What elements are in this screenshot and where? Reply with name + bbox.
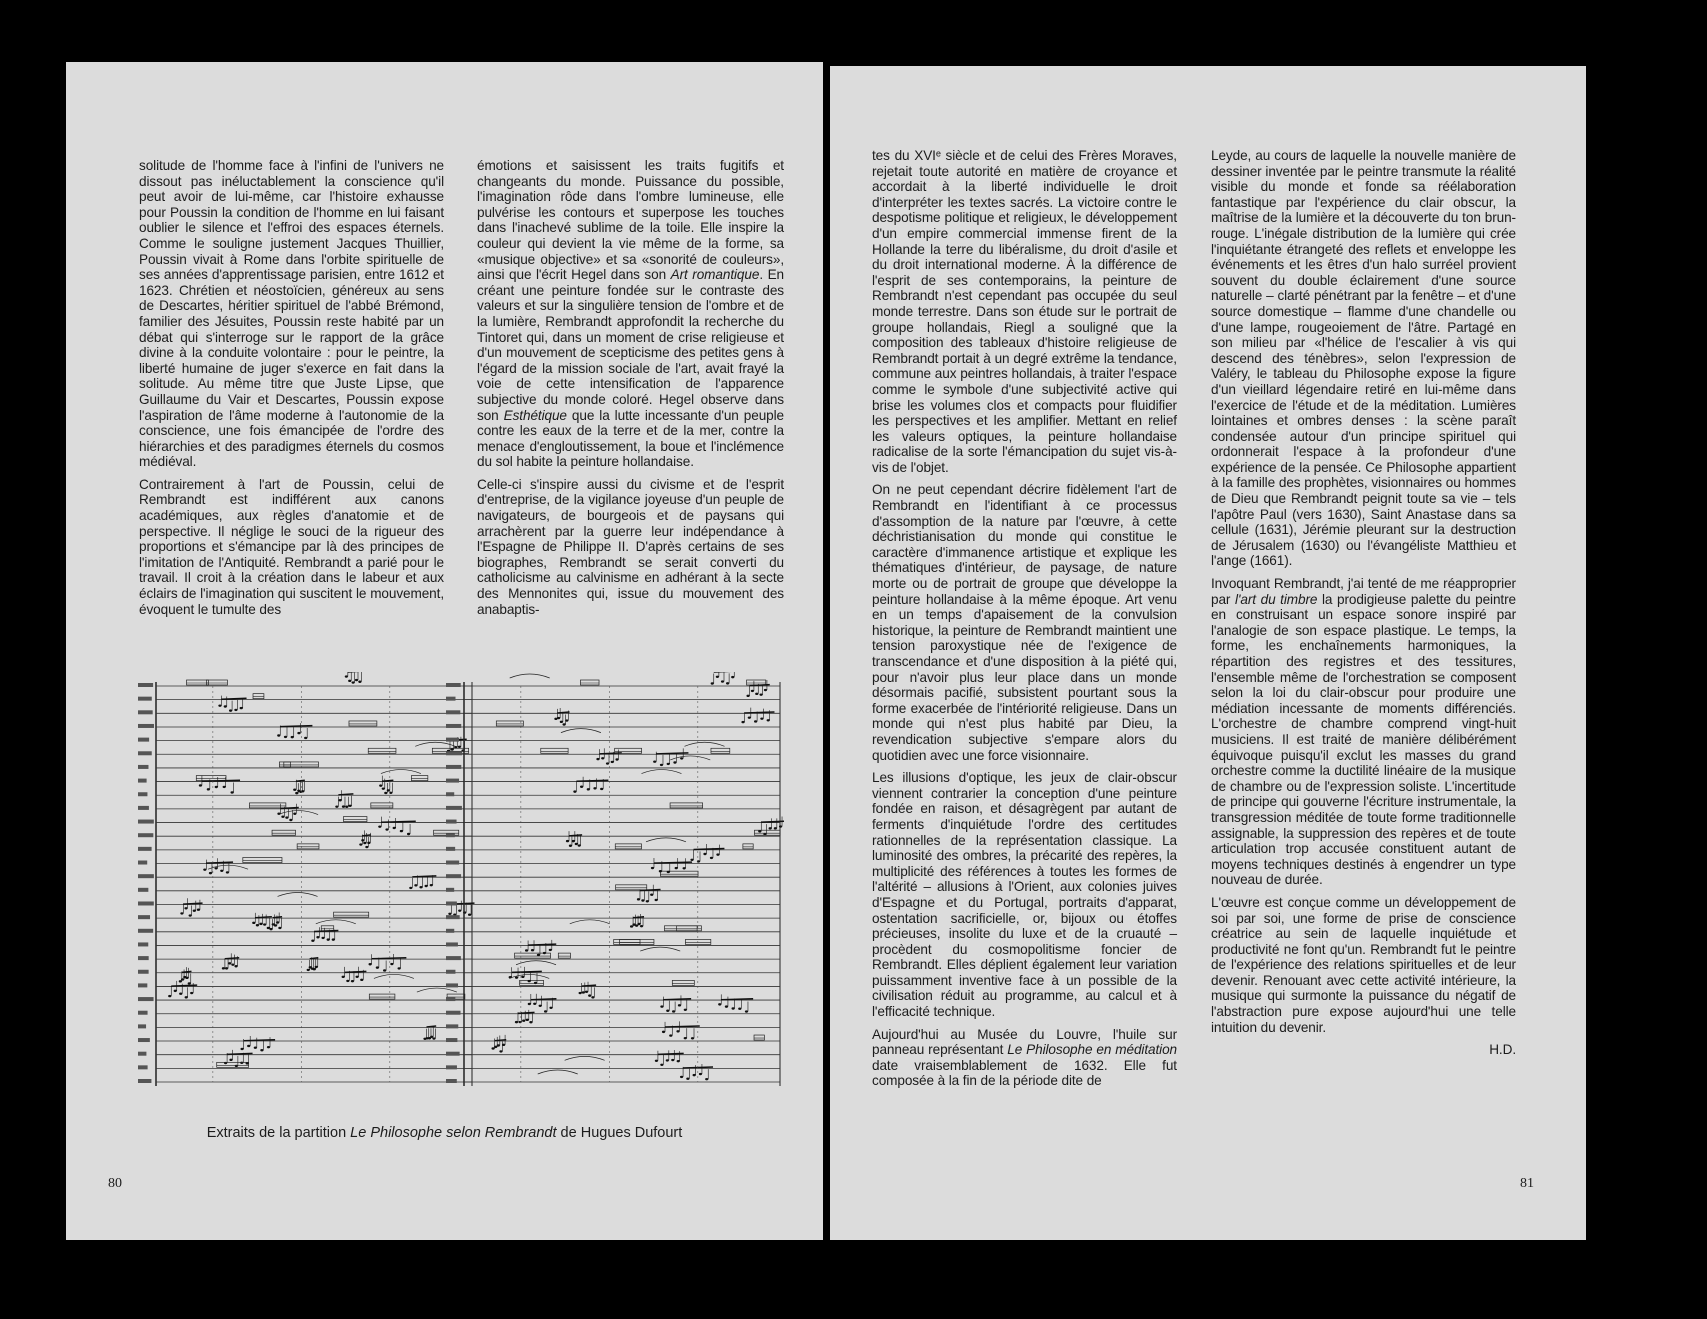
paragraph: tes du XVIᵉ siècle et de celui des Frères Moraves, rejetait toute autorité en matière de croyance et accordait à la liberté individuelle le droit d'interpréter les textes sacrés. La victoire contre le despotisme politique et religieux, le développement d'un empire commercial immense firent de la Hollande la terre du libéralisme, du droit d'asile et du droit international moderne. À la différence de l'esprit de ses contemporains, la peinture de Rembrandt n'est cependant pas occupée du seul monde terrestre. Dans son étude sur le portrait de groupe hollandais, Riegl a souligné que la composition des tableaux d'histoire religieuse de Rembrandt portait à un degré extrême la tendance, commune aux peintres hollandais, à traiter l'espace comme le symbole d'une subjectivité active qui brise les volumes clos et compacts pour fluidifier les perspectives et les amplifier. Mettant en relief les valeurs optiques, la peinture hollandaise radicalise de la sorte l'émancipation du sujet vis-à-vis de l'objet.	[872, 148, 1177, 475]
paragraph: Invoquant Rembrandt, j'ai tenté de me réapproprier par l'art du timbre la prodigieuse palette du peintre en construisant un espace sonore inspiré par l'analogie de son espace plastique. Le temps, la forme, les enchaînements harmoniques, la répartition des registres et des tessitures, l'ensemble même de l'orchestration se composent selon la loi du clair-obscur pour produire une médiation incessante de moments différenciés. L'orchestre de chambre comprend vingt-huit musiciens. Il est traité de manière délibérément équivoque puisqu'il exclut les masses du grand orchestre comme la ductilité linéaire de la musique de chambre ou de l'expression soliste. L'incertitude de principe qui gouverne l'écriture instrumentale, la transgression méditée de toute forme traditionnelle assignable, la suppression des repères et de toute articulation trop accusée constituent autant de moyens techniques destinés à engendrer un type nouveau de durée.	[1211, 576, 1516, 888]
page-number-left: 80	[108, 1176, 122, 1191]
right-page	[830, 66, 1586, 1240]
paragraph: On ne peut cependant décrire fidèlement l'art de Rembrandt en l'identifiant à ce processus d'assomption de la nature par l'œuvre, à cette déchristianisation du monde qui constitue le caractère d'immanence artistique et explique les thématiques d'intérieur, de paysage, de nature morte ou de portrait de groupe que développe la peinture hollandaise à la même époque. Art venu en un temps d'apaisement de la convulsion historique, la peinture de Rembrandt maintient une tension paroxystique née de l'exigence de transcendance et d'une disposition à la piété qui, pour n'avoir plus leur place dans un monde désormais pacifié, subsistent pourtant sous la forme exacerbée de l'intériorité religieuse. Dans un monde qui n'est plus habité par Dieu, la revendication subjective s'empare alors du quotidien avec une force visionnaire.	[872, 482, 1177, 763]
paragraph: Les illusions d'optique, les jeux de clair-obscur viennent contrarier la conception d'une peinture fondée en raison, et désagrègent par autant de ferments d'inquiétude l'ordre des certitudes rationnelles de la représentation classique. La luminosité des ombres, la précarité des repères, la multiplicité des références à toutes les formes de l'altérité – allusions à l'Orient, aux colonies juives d'Espagne et du Portugal, portraits d'apparat, ostentation sacrificielle, or, bijoux ou étoffes précieuses, insolite du luxe et de la cruauté – procèdent du cosmopolitisme foncier de Rembrandt. Elles déplient également leur variation puissamment inventive face à un possible de la civilisation réduit au programme, au calcul et à l'efficacité technique.	[872, 770, 1177, 1020]
right-column-1	[872, 148, 1177, 1096]
paragraph: émotions et saisissent les traits fugitifs et changeants du monde. Puissance du possible, l'imagination rôde dans l'ombre lumineuse, elle pulvérise les contours et superpose les touches dans l'inachevé sublime de la toile. Elle inspire la couleur qui devient la vie même de la forme, sa «musique objective» et sa «sonorité de couleurs», ainsi que l'écrit Hegel dans son Art romantique. En créant une peinture fondée sur le contraste des valeurs et sur la singulière tension de l'ombre et de la lumière, Rembrandt approfondit la recherche du Tintoret qui, dans un moment de crise religieuse et d'un mouvement de scepticisme des petites gens à l'égard de la mission sociale de l'art, avait frayé la voie de cette intensification de l'apparence subjective du monde coloré. Hegel observe dans son Esthétique que la lutte incessante d'un peuple contre les eaux de la terre et de la mer, contre la menace d'engloutissement, la boue et l'inclémence du sol habite la peinture hollandaise.	[477, 158, 785, 470]
left-column-1	[139, 158, 444, 624]
paragraph: Celle-ci s'inspire aussi du civisme et de l'esprit d'entreprise, de la vigilance joyeuse d'un peuple de navigateurs, de bourgeois et de paysans qui arrachèrent par la guerre leur indépendance à l'Espagne de Philippe II. D'après certains de ses biographes, Rembrandt se serait converti du catholicisme au calvinisme en adhérant à la secte des Mennonites qui, issue du mouvement des anabaptis-	[477, 476, 784, 617]
right-column-2	[1211, 148, 1516, 1058]
left-page	[66, 62, 823, 1240]
paragraph: Contrairement à l'art de Poussin, celui de Rembrandt est indifférent aux canons académiques, aux règles d'anatomie et de perspective. Il néglige le souci de la rigueur des proportions et s'émancipe par là des principes de l'imitation de l'Antiquité. Rembrandt a parié pour le travail. Il croit à la création dans le labeur et aux éclairs de l'imagination qui suscitent le mouvement, évoquent le tumulte des	[139, 476, 444, 617]
author-initials: H.D.	[1489, 1042, 1516, 1058]
paragraph: Leyde, au cours de laquelle la nouvelle manière de dessiner inventée par le peintre transmute la réalité visible du monde et fonde sa réélaboration fantastique par l'expérience du clair obscur, la maîtrise de la lumière et la découverte du ton brun-rouge. L'inégale distribution de la lumière qui crée l'inquiétante étrangeté des reflets et enveloppe les événements et les êtres d'un halo surréel provient souvent du double éclairement d'une source naturelle – clarté pénétrant par la fenêtre – et d'une source domestique – flamme d'une chandelle ou d'une lampe, rougeoiement de l'âtre. Partagé en son milieu par «l'hélice de l'escalier à vis qui descend des ténèbres», selon l'expression de Valéry, le tableau du Philosophe expose la figure d'un vieillard légendaire retiré en lui-même dans l'exercice de l'étude et de la méditation. Lumières lointaines et ombres denses : la scène paraît condensée autour d'un principe spirituel qui ordonnerait l'espace à la profondeur d'une expérience de la pensée. Ce Philosophe appartient à la famille des prophètes, visionnaires ou hommes de Dieu que Rembrandt peignit toute sa vie – tels l'apôtre Paul (vers 1630), Saint Anastase dans sa cellule (1631), Jérémie pleurant sur la destruction de Jérusalem (1630) ou l'évangéliste Matthieu et l'ange (1661).	[1211, 148, 1516, 569]
paragraph: Aujourd'hui au Musée du Louvre, l'huile sur panneau représentant Le Philosophe en méditation date vraisemblablement de 1632. Elle fut composée à la fin de la période dite de	[872, 1026, 1177, 1089]
score-excerpt-left	[136, 672, 476, 1110]
paragraph: L'œuvre est conçue comme un développement de soi par soi, une forme de prise de conscience créatrice au sein de laquelle inquiétude et productivité ne font qu'un. Rembrandt fut le peintre de l'expérience des relations spirituelles et de leur devenir. Renouant avec cette activité intérieure, la musique qui surmonte la puissance du négatif de l'abstraction pure expose aujourd'hui une telle intuition du devenir.	[1211, 894, 1516, 1035]
figure-caption: Extraits de la partition Le Philosophe selon Rembrandt de Hugues Dufourt	[206, 1125, 683, 1141]
score-excerpt-right	[444, 672, 784, 1110]
paragraph: solitude de l'homme face à l'infini de l'univers ne dissout pas inéluctablement la conscience qu'il peut avoir de lui-même, car l'histoire exhausse pour Poussin la condition de l'homme en lui faisant oublier le silence et l'effroi des espaces éternels. Comme le souligne justement Jacques Thuillier, Poussin vivait à Rome dans l'orbite spirituelle de ses années d'apprentissage parisien, entre 1612 et 1623. Chrétien et néostoïcien, généreux au sens de Descartes, héritier spirituel de l'abbé Brémond, familier des Jésuites, Poussin reste habité par un débat qui s'interroge sur le rapport de la grâce divine à la conduite volontaire : pour le peintre, la liberté humaine de juger s'exerce en fait dans la solitude. Au même titre que Juste Lipse, que Guillaume du Vair et Descartes, Poussin expose l'aspiration de l'âme moderne à l'autonomie de la conscience, une fois émancipée de l'ordre des hiérarchies et des paradigmes éternels du cosmos médiéval.	[139, 158, 444, 470]
page-number-right: 81	[1520, 1176, 1534, 1191]
left-column-2	[477, 158, 784, 624]
